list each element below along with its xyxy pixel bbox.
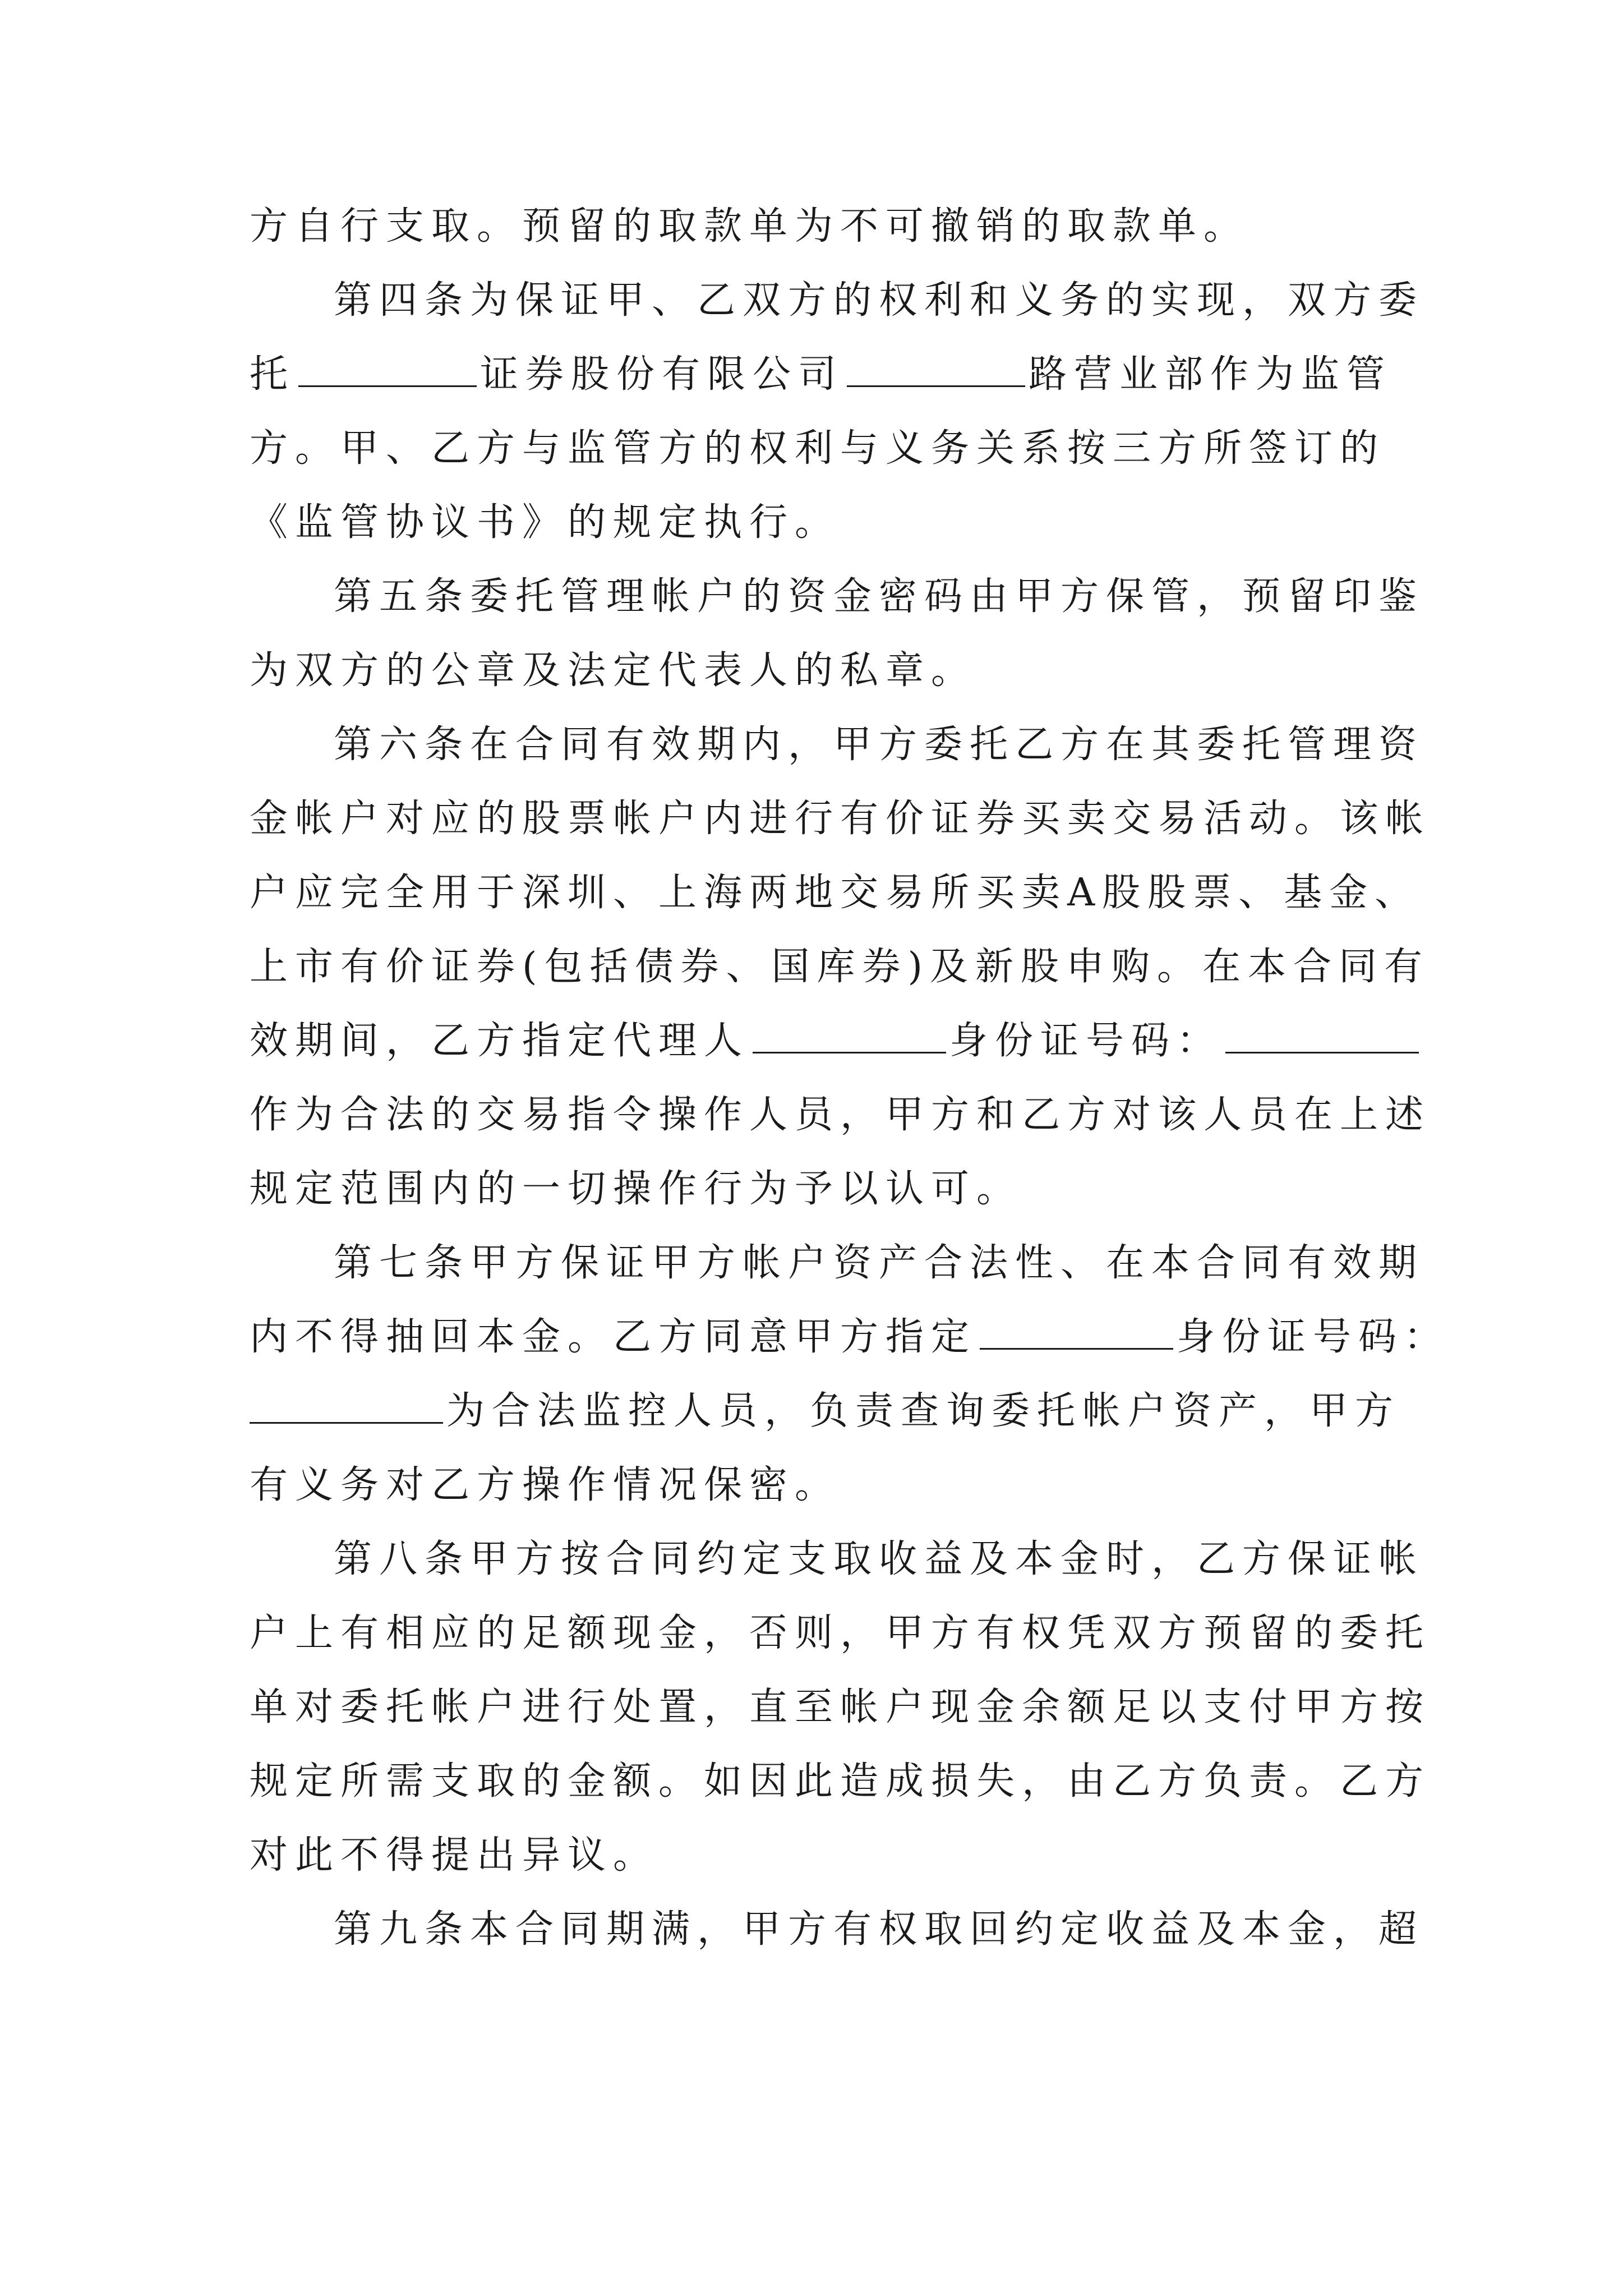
- text-line-with-blanks: [250, 1300, 1450, 1374]
- text-line: 对此不得提出异议。: [250, 1833, 659, 1878]
- text-segment: 身份证号码：: [1177, 1315, 1450, 1359]
- article-7-start: 第七条甲方保证甲方帐户资产合法性、在本合同有效期: [334, 1241, 1424, 1285]
- text-segment: 效期间，乙方指定代理人: [250, 1019, 750, 1063]
- blank-field-securities-company[interactable]: [298, 353, 477, 387]
- text-segment: 路营业部作为监管: [1029, 352, 1393, 397]
- blank-field-agent-name[interactable]: [753, 1019, 946, 1053]
- text-line-with-blanks: [250, 1374, 1401, 1448]
- text-line: 金帐户对应的股票帐户内进行有价证券买卖交易活动。该帐: [250, 797, 1431, 841]
- article-6-start: 第六条在合同有效期内，甲方委托乙方在其委托管理资: [334, 723, 1424, 767]
- text-line: 规定所需支取的金额。如因此造成损失，由乙方负责。乙方: [250, 1759, 1431, 1803]
- article-5-start: 第五条委托管理帐户的资金密码由甲方保管，预留印鉴: [334, 574, 1424, 619]
- text-line-with-blanks: [250, 338, 1393, 412]
- article-4-start: 第四条为保证甲、乙双方的权利和义务的实现，双方委: [334, 278, 1424, 323]
- text-line: 《监管协议书》的规定执行。: [250, 500, 841, 545]
- blank-field-monitor-name[interactable]: [980, 1315, 1173, 1350]
- text-segment: 身份证号码：: [949, 1019, 1223, 1063]
- article-9-start: 第九条本合同期满，甲方有权取回约定收益及本金，超: [334, 1907, 1424, 1952]
- blank-field-branch-road[interactable]: [847, 353, 1025, 387]
- text-line: 方自行支取。预留的取款单为不可撤销的取款单。: [250, 204, 1249, 249]
- text-line: 上市有价证券(包括债券、国库券)及新股申购。在本合同有: [250, 945, 1430, 989]
- text-line: 有义务对乙方操作情况保密。: [250, 1463, 841, 1507]
- text-line: 方。甲、乙方与监管方的权利与义务关系按三方所签订的: [250, 426, 1386, 471]
- text-line: 户应完全用于深圳、上海两地交易所买卖A股股票、基金、: [250, 871, 1421, 915]
- text-line: 为双方的公章及法定代表人的私章。: [250, 648, 977, 693]
- blank-field-agent-id-number[interactable]: [1225, 1019, 1419, 1053]
- text-segment: 证券股份有限公司: [480, 352, 844, 397]
- text-line: 作为合法的交易指令操作人员，甲方和乙方对该人员在上述: [250, 1093, 1431, 1137]
- text-segment: 为合法监控人员，负责查询委托帐户资产，甲方: [446, 1389, 1401, 1433]
- document-page: [250, 190, 1450, 1967]
- article-8-start: 第八条甲方按合同约定支取收益及本金时，乙方保证帐: [334, 1537, 1424, 1581]
- text-segment: 托: [250, 352, 296, 397]
- text-line-with-blanks: [250, 1004, 1377, 1078]
- text-line: 规定范围内的一切操作行为予以认可。: [250, 1167, 1022, 1211]
- text-line: 单对委托帐户进行处置，直至帐户现金余额足以支付甲方按: [250, 1685, 1431, 1729]
- text-segment: 内不得抽回本金。乙方同意甲方指定: [250, 1315, 977, 1359]
- blank-field-monitor-id-number[interactable]: [250, 1389, 443, 1424]
- text-line: 户上有相应的足额现金，否则，甲方有权凭双方预留的委托: [250, 1611, 1431, 1655]
